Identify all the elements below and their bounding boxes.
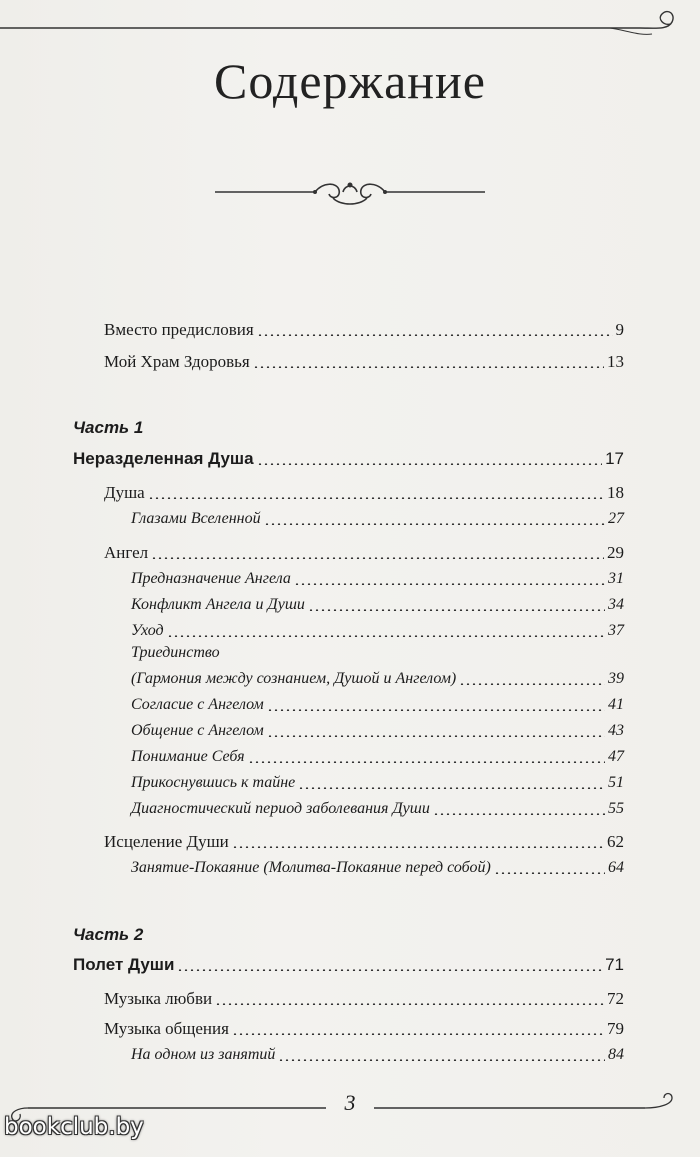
toc-subentry[interactable]: Глазами Вселенной 27	[131, 510, 624, 527]
page-number: 3	[344, 1090, 356, 1115]
toc-subentry[interactable]: Конфликт Ангела и Души 34	[131, 596, 624, 613]
toc-subentry-title[interactable]: Триединство	[131, 644, 220, 661]
toc-subentry[interactable]: Диагностический период заболевания Души 55	[131, 800, 624, 817]
dot-leader	[248, 761, 606, 763]
toc-subentry[interactable]: (Гармония между сознанием, Душой и Ангелом) 39	[131, 670, 624, 687]
dot-leader	[264, 523, 605, 525]
part-2-label: Часть 2	[73, 925, 144, 944]
dot-leader	[267, 709, 605, 711]
dot-leader	[148, 497, 604, 499]
dot-leader	[253, 366, 604, 368]
dot-leader	[232, 1033, 604, 1035]
toc-entry[interactable]: Музыка любви 72	[104, 989, 624, 1008]
dot-leader	[459, 683, 605, 685]
toc-subentry[interactable]: Согласие с Ангелом 41	[131, 696, 624, 713]
part-1-label: Часть 1	[73, 418, 144, 437]
dot-leader	[257, 463, 603, 465]
title-flourish	[215, 176, 485, 208]
dot-leader	[308, 609, 605, 611]
dot-leader	[433, 813, 605, 815]
toc-subentry[interactable]: Общение с Ангелом 43	[131, 722, 624, 739]
toc-subentry[interactable]: Предназначение Ангела 31	[131, 570, 624, 587]
watermark-text: bookclub.by	[4, 1114, 144, 1140]
part-1-heading[interactable]: Неразделенная Душа 17	[73, 449, 624, 468]
toc-entry[interactable]: Душа 18	[104, 483, 624, 502]
toc-entry[interactable]: Музыка общения 79	[104, 1019, 624, 1038]
toc-entry[interactable]: Исцеление Души 62	[104, 832, 624, 851]
toc-entry[interactable]: Мой Храм Здоровья 13	[104, 352, 624, 371]
top-ornament-rule	[0, 6, 700, 46]
dot-leader	[278, 1059, 605, 1061]
part-2-heading[interactable]: Полет Души 71	[73, 955, 624, 974]
dot-leader	[267, 735, 605, 737]
toc-subentry[interactable]: Прикоснувшись к тайне 51	[131, 774, 624, 791]
dot-leader	[232, 846, 604, 848]
dot-leader	[257, 334, 613, 336]
toc-subentry[interactable]: Занятие-Покаяние (Молитва-Покаяние перед собой) 64	[131, 859, 624, 876]
dot-leader	[215, 1003, 604, 1005]
dot-leader	[494, 872, 605, 874]
dot-leader	[298, 787, 605, 789]
dot-leader	[167, 635, 605, 637]
toc-subentry[interactable]: Понимание Себя 47	[131, 748, 624, 765]
dot-leader	[177, 969, 602, 971]
toc-entry[interactable]: Ангел 29	[104, 543, 624, 562]
dot-leader	[151, 557, 604, 559]
toc-entry[interactable]: Вместо предисловия 9	[104, 320, 624, 339]
dot-leader	[294, 583, 605, 585]
toc-subentry[interactable]: Уход 37	[131, 622, 624, 639]
toc-subentry[interactable]: На одном из занятий 84	[131, 1046, 624, 1063]
page-title: Содержание	[214, 53, 486, 109]
